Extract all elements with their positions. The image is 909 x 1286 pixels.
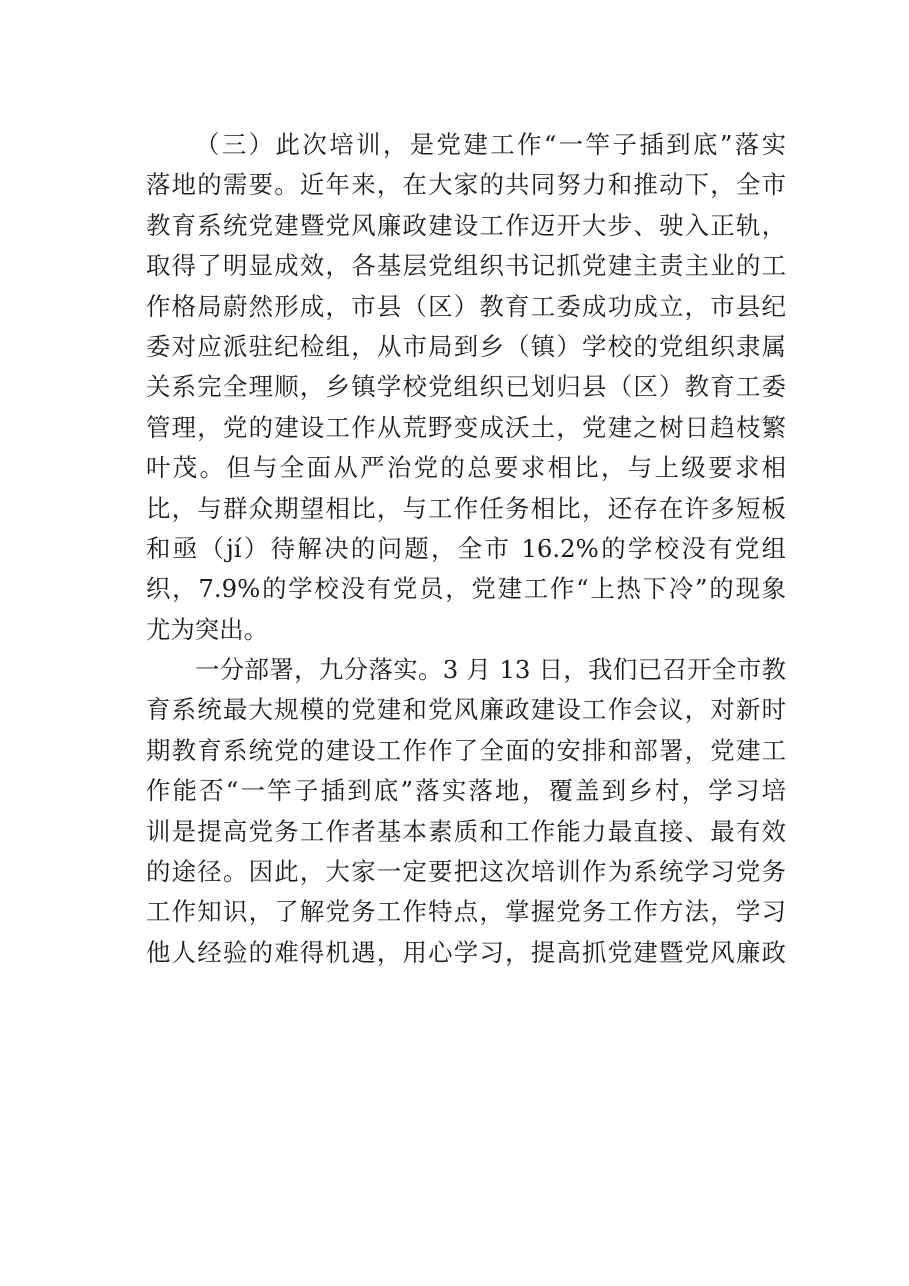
paragraph-line: 叶茂。但与全面从严治党的总要求相比，与上级要求相 [146, 453, 786, 483]
document-body [146, 125, 786, 973]
paragraph-line: 和亟（jí）待解决的问题，全市 16.2%的学校没有党组 [146, 533, 786, 563]
paragraph-line: （三）此次培训，是党建工作“一竿子插到底”落实 [195, 130, 786, 159]
paragraph-line: 教育系统党建暨党风廉政建设工作迈开大步、驶入正轨， [146, 210, 786, 240]
paragraph-line: 管理，党的建设工作从荒野变成沃土，党建之树日趋枝繁 [146, 412, 786, 442]
paragraph-line: 取得了明显成效，各基层党组织书记抓党建主责主业的工 [146, 251, 786, 281]
paragraph-line: 一分部署，九分落实。3 月 13 日，我们已召开全市教 [195, 655, 786, 685]
paragraph-line: 工作知识，了解党务工作特点，掌握党务工作方法，学习 [146, 897, 786, 927]
paragraph-line: 育系统最大规模的党建和党风廉政建设工作会议，对新时 [146, 695, 786, 725]
paragraph-2 [146, 650, 786, 973]
paragraph-line: 落地的需要。近年来，在大家的共同努力和推动下，全市 [146, 170, 786, 200]
paragraph-line: 的途径。因此，大家一定要把这次培训作为系统学习党务 [146, 857, 786, 887]
paragraph-line: 作能否“一竿子插到底”落实落地，覆盖到乡村，学习培 [146, 776, 786, 806]
paragraph-line: 期教育系统党的建设工作作了全面的安排和部署，党建工 [146, 735, 786, 765]
paragraph-line: 作格局蔚然形成，市县（区）教育工委成功成立，市县纪 [146, 291, 786, 321]
paragraph-line: 织，7.9%的学校没有党员，党建工作“上热下冷”的现象 [146, 574, 786, 604]
paragraph-1 [146, 125, 786, 650]
paragraph-line: 训是提高党务工作者基本素质和工作能力最直接、最有效 [146, 816, 786, 846]
paragraph-line: 关系完全理顺，乡镇学校党组织已划归县（区）教育工委 [146, 372, 786, 402]
paragraph-line: 他人经验的难得机遇，用心学习，提高抓党建暨党风廉政 [146, 937, 786, 967]
paragraph-line: 比，与群众期望相比，与工作任务相比，还存在许多短板 [146, 493, 786, 523]
paragraph-line: 委对应派驻纪检组，从市局到乡（镇）学校的党组织隶属 [146, 331, 786, 361]
paragraph-line: 尤为突出。 [146, 614, 268, 644]
